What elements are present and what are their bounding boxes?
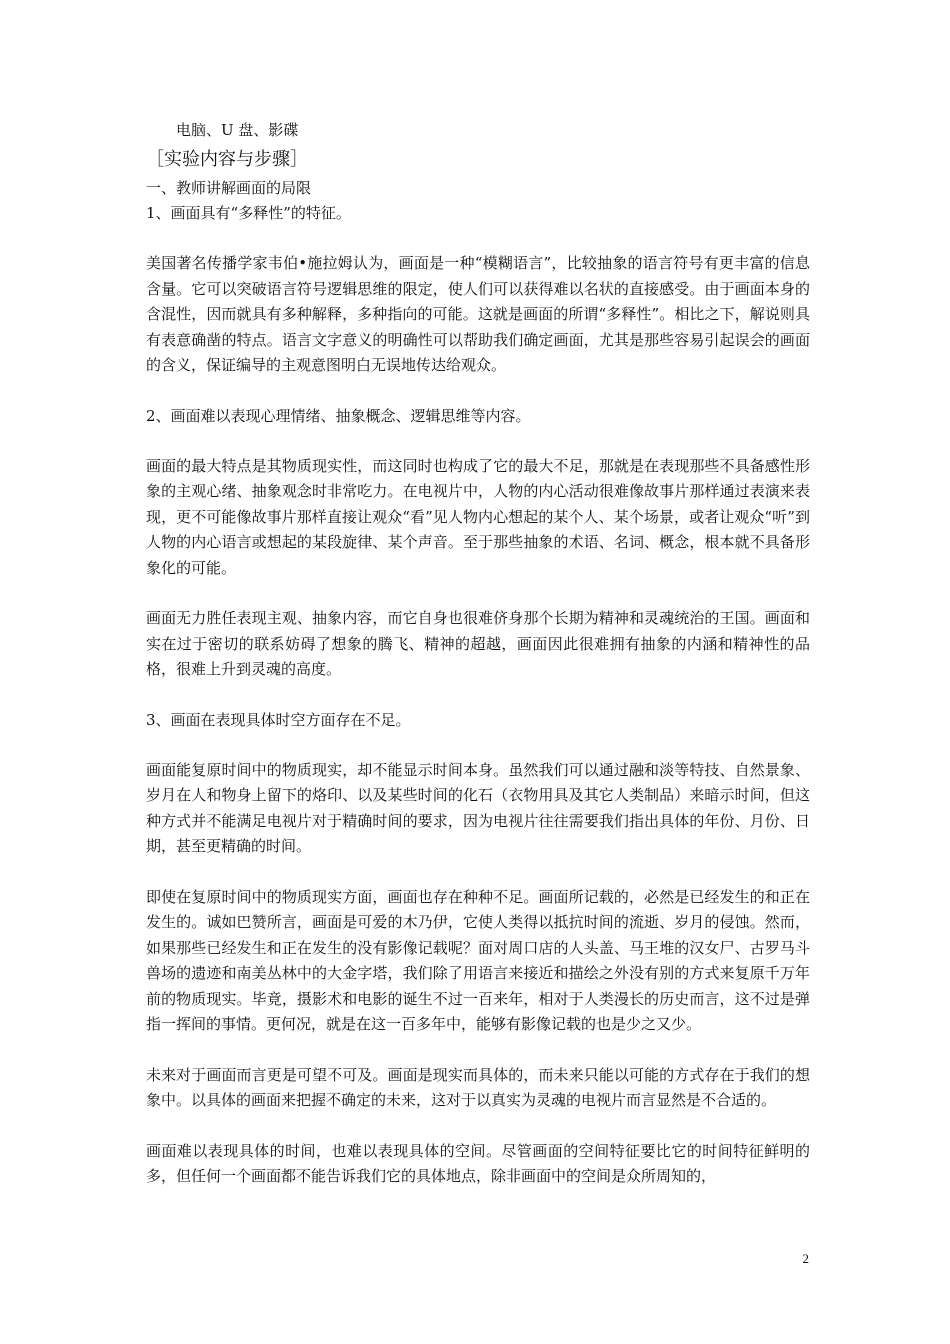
item-1-heading: 1、画面具有“多释性”的特征。 xyxy=(146,204,351,222)
section-heading: ［实验内容与步骤］ xyxy=(146,149,308,170)
spacer xyxy=(146,1114,810,1139)
spacer xyxy=(146,683,810,708)
paragraph-5: 即使在复原时间中的物质现实方面，画面也存在种种不足。画面所记载的，必然是已经发生的和正在发生的。诚如巴赞所言，画面是可爱的木乃伊，它使人类得以抵抗时间的流逝、岁月的侵蚀。然而，如果那些已经发生和正在发生的没有影像记载呢？面对周口店的人头盖、马王堆的汉女尸、古罗马斗兽场的遗迹和南美丛林中的大金字塔，我们除了用语言来接近和描绘之外没有别的方式来复原千万年前的物质现实。毕竟，摄影术和电影的诞生不过一百来年，相对于人类漫长的历史而言，这不过是弹指一挥间的事情。更何况，就是在这一百多年中，能够有影像记载的也是少之又少。 xyxy=(146,887,810,1033)
spacer xyxy=(146,733,810,758)
page-body xyxy=(146,118,810,1190)
spacer xyxy=(146,1038,810,1063)
spacer xyxy=(146,429,810,454)
spacer xyxy=(146,226,810,251)
paragraph-3: 画面无力胜任表现主观、抽象内容，而它自身也很难侪身那个长期为精神和灵魂统治的王国。画面和实在过于密切的联系妨碍了想象的腾飞、精神的超越，画面因此很难拥有抽象的内涵和精神性的品格，很难上升到灵魂的高度。 xyxy=(146,609,810,678)
paragraph-2: 画面的最大特点是其物质现实性，而这同时也构成了它的最大不足，那就是在表现那些不具备感性形象的主观心绪、抽象观念时非常吃力。在电视片中，人物的内心活动很难像故事片那样通过表演来表现，更不可能像故事片那样直接让观众“看”见人物内心想起的某个人、某个场景，或者让观众“听”到人物的内心语言或想起的某段旋律、某个声音。至于那些抽象的术语、名词、概念，根本就不具备形象化的可能。 xyxy=(146,456,810,577)
spacer xyxy=(146,379,810,404)
part-one-title: 一、教师讲解画面的局限 xyxy=(146,179,312,197)
paragraph-1: 美国著名传播学家韦伯•施拉姆认为，画面是一种“模糊语言”，比较抽象的语言符号有更丰富的信息含量。它可以突破语言符号逻辑思维的限定，使人们可以获得难以名状的直接感受。由于画面本身的含混性，因而就具有多种解释，多种指向的可能。这就是画面的所谓“多释性”。相比之下，解说则具有表意确凿的特点。语言文字意义的明确性可以帮助我们确定画面，尤其是那些容易引起误会的画面的含义，保证编导的主观意图明白无误地传达给观众。 xyxy=(146,254,810,374)
spacer xyxy=(146,581,810,606)
paragraph-7: 画面难以表现具体的时间，也难以表现具体的空间。尽管画面的空间特征要比它的时间特征鲜明的多，但任何一个画面都不能告诉我们它的具体地点，除非画面中的空间是众所周知的， xyxy=(146,1141,810,1185)
page-number: 2 xyxy=(802,1251,809,1266)
paragraph-6: 未来对于画面而言更是可望不可及。画面是现实而具体的，而未来只能以可能的方式存在于我们的想象中。以具体的画面来把握不确定的未来，这对于以真实为灵魂的电视片而言显然是不合适的。 xyxy=(146,1065,810,1109)
item-3-heading: 3、画面在表现具体时空方面存在不足。 xyxy=(146,710,411,729)
materials-line: 电脑、U 盘、影碟 xyxy=(176,121,299,139)
paragraph-4: 画面能复原时间中的物质现实，却不能显示时间本身。虽然我们可以通过融和淡等特技、自然景象、岁月在人和物身上留下的烙印、以及某些时间的化石（衣物用具及其它人类制品）来暗示时间，但这种方式并不能满足电视片对于精确时间的要求，因为电视片往往需要我们指出具体的年份、月份、日期，甚至更精确的时间。 xyxy=(146,760,810,855)
item-2-heading: 2、画面难以表现心理情绪、抽象概念、逻辑思维等内容。 xyxy=(146,406,531,425)
spacer xyxy=(146,860,810,885)
